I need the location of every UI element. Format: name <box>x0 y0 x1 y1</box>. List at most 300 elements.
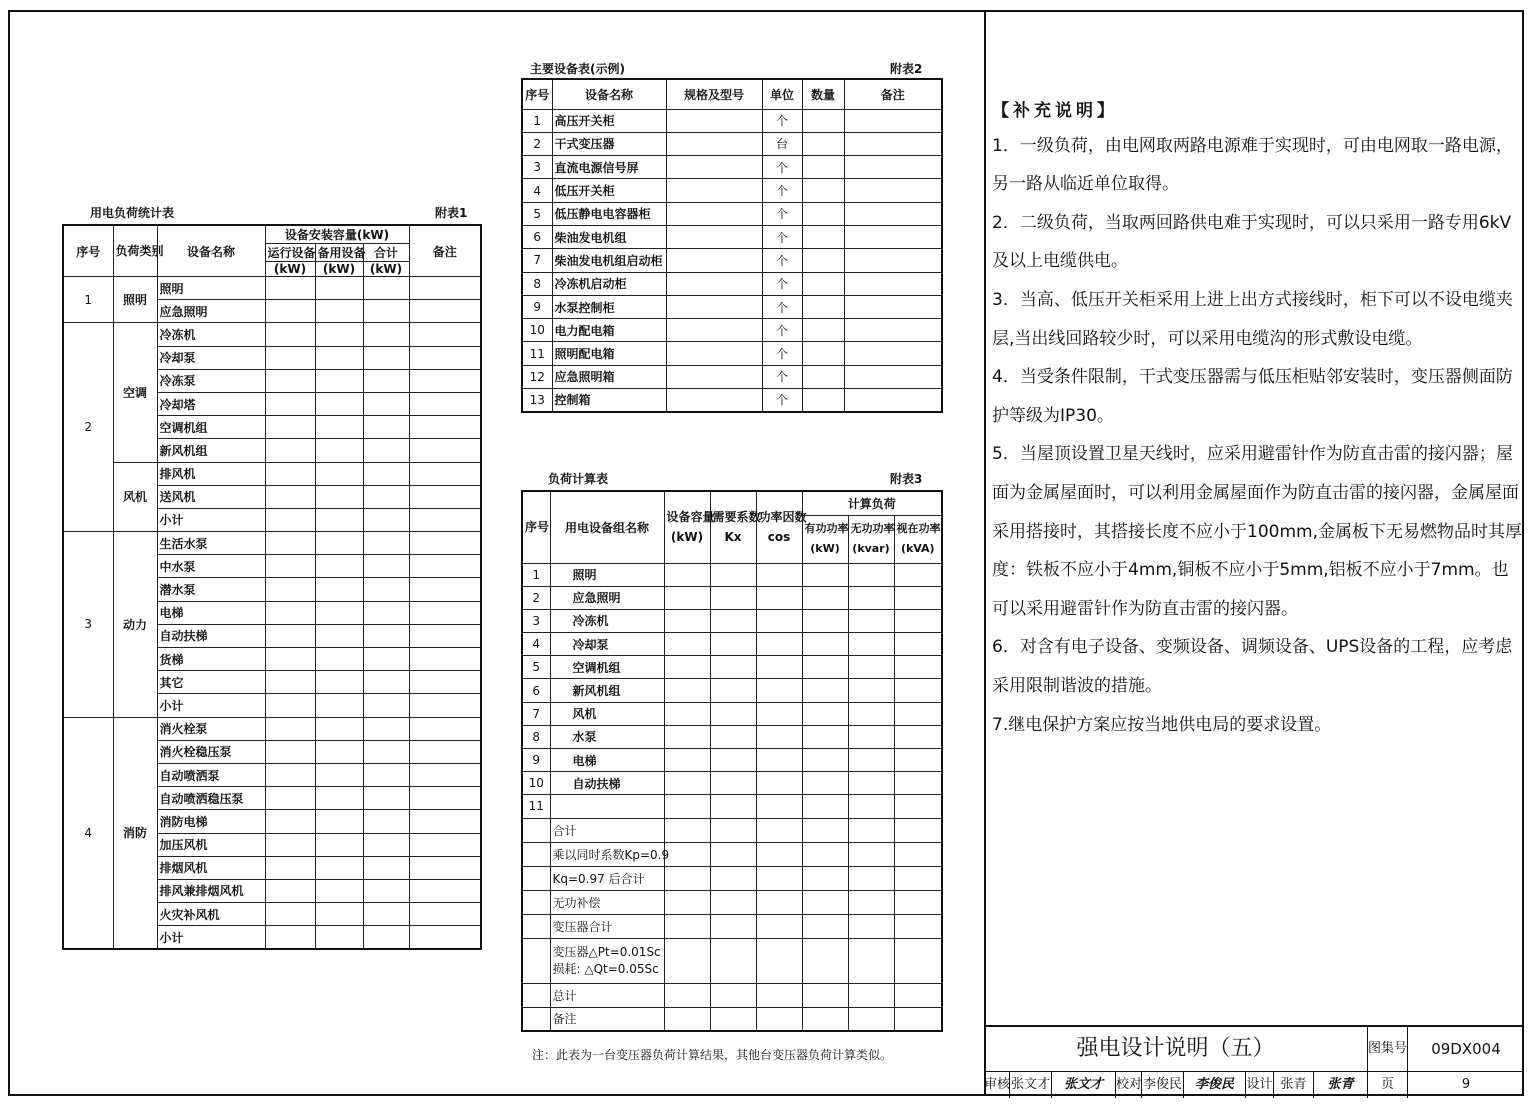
row-seq: 3 <box>522 156 552 179</box>
row-unit: 个 <box>762 319 802 342</box>
header-capacity: 设备容量 (kW) <box>664 491 710 563</box>
summary-label: 总计 <box>550 983 664 1007</box>
row-device: 冷冻泵 <box>157 369 265 392</box>
empty-cell <box>756 983 802 1007</box>
empty-cell <box>756 938 802 983</box>
page-number: 9 <box>1461 1077 1471 1092</box>
empty-cell <box>315 485 363 508</box>
row-device: 送风机 <box>157 485 265 508</box>
empty-cell <box>710 914 756 938</box>
main-equipment-table <box>521 78 943 413</box>
empty-cell <box>802 772 848 795</box>
empty-cell <box>802 365 844 388</box>
row-unit: 个 <box>762 249 802 272</box>
row-group: 新风机组 <box>550 679 664 702</box>
empty-cell <box>894 563 942 586</box>
empty-cell <box>894 1007 942 1031</box>
empty-cell <box>664 938 710 983</box>
empty-cell <box>315 926 363 949</box>
empty-cell <box>363 903 409 926</box>
row-device: 货梯 <box>157 648 265 671</box>
empty-cell <box>848 983 894 1007</box>
table-row <box>522 702 942 725</box>
empty-cell <box>756 772 802 795</box>
empty-cell <box>409 369 481 392</box>
empty-cell <box>409 648 481 671</box>
empty-cell <box>265 624 315 647</box>
empty-cell <box>710 656 756 679</box>
empty-cell <box>666 365 762 388</box>
empty-cell <box>710 586 756 609</box>
empty-cell <box>409 277 481 300</box>
summary-row <box>522 938 942 983</box>
row-seq: 1 <box>522 109 552 132</box>
empty-cell <box>265 648 315 671</box>
row-seq: 3 <box>63 532 113 718</box>
empty-cell <box>664 890 710 914</box>
summary-row <box>522 866 942 890</box>
row-seq: 11 <box>522 342 552 365</box>
header-p: 有功功率 (kW) <box>802 515 848 563</box>
row-device: 小计 <box>157 694 265 717</box>
empty-cell <box>409 833 481 856</box>
empty-cell <box>664 842 710 866</box>
empty-cell <box>802 702 848 725</box>
empty-cell <box>315 392 363 415</box>
supplementary-notes <box>992 92 1522 744</box>
divider-line <box>984 10 986 1096</box>
empty-cell <box>265 763 315 786</box>
design-label: 设计 <box>1246 1072 1274 1098</box>
table-row <box>522 795 942 818</box>
row-seq: 7 <box>522 249 552 272</box>
empty-cell <box>363 833 409 856</box>
empty-cell <box>409 879 481 902</box>
row-unit: 个 <box>762 225 802 248</box>
summary-label: 无功补偿 <box>550 890 664 914</box>
row-unit: 个 <box>762 156 802 179</box>
header-unit: (kW) <box>265 262 315 277</box>
row-seq: 11 <box>522 795 550 818</box>
empty-cell <box>894 938 942 983</box>
empty-cell <box>756 1007 802 1031</box>
empty-cell <box>848 772 894 795</box>
empty-cell <box>756 656 802 679</box>
header-kx: 需要系数 Kx <box>710 491 756 563</box>
empty-cell <box>363 416 409 439</box>
empty-cell <box>844 132 942 155</box>
empty-cell <box>315 694 363 717</box>
empty-cell <box>409 346 481 369</box>
empty-cell <box>522 1007 550 1031</box>
header-capacity: 设备安装容量(kW) <box>265 225 409 244</box>
empty-cell <box>363 694 409 717</box>
empty-cell <box>666 389 762 412</box>
empty-cell <box>409 485 481 508</box>
table-row <box>522 679 942 702</box>
empty-cell <box>664 586 710 609</box>
row-seq: 2 <box>522 586 550 609</box>
empty-cell <box>265 416 315 439</box>
empty-cell <box>409 532 481 555</box>
empty-cell <box>710 679 756 702</box>
empty-cell <box>363 277 409 300</box>
review-label: 审核 <box>984 1072 1010 1098</box>
empty-cell <box>409 439 481 462</box>
empty-cell <box>265 903 315 926</box>
empty-cell <box>265 833 315 856</box>
empty-cell <box>409 926 481 949</box>
row-device: 潜水泵 <box>157 578 265 601</box>
empty-cell <box>315 555 363 578</box>
empty-cell <box>315 508 363 531</box>
empty-cell <box>802 609 848 632</box>
empty-cell <box>710 633 756 656</box>
empty-cell <box>802 202 844 225</box>
empty-cell <box>848 749 894 772</box>
empty-cell <box>802 749 848 772</box>
row-category: 照明 <box>113 277 157 323</box>
row-group <box>550 795 664 818</box>
row-unit: 个 <box>762 295 802 318</box>
header-cell: 规格及型号 <box>666 79 762 109</box>
empty-cell <box>802 938 848 983</box>
table-row <box>63 277 481 300</box>
empty-cell <box>664 679 710 702</box>
header-remark: 备注 <box>409 225 481 277</box>
row-group: 自动扶梯 <box>550 772 664 795</box>
table-row <box>522 633 942 656</box>
table-row <box>522 342 942 365</box>
row-device: 控制箱 <box>552 389 666 412</box>
table-row <box>522 586 942 609</box>
row-device: 应急照明箱 <box>552 365 666 388</box>
empty-cell <box>363 485 409 508</box>
empty-cell <box>756 842 802 866</box>
summary-label: 乘以同时系数Kp=0.9 <box>550 842 664 866</box>
empty-cell <box>848 586 894 609</box>
header-seq: 序号 <box>63 225 113 277</box>
empty-cell <box>848 890 894 914</box>
empty-cell <box>844 202 942 225</box>
row-device: 中水泵 <box>157 555 265 578</box>
empty-cell <box>802 725 848 748</box>
empty-cell <box>710 866 756 890</box>
empty-cell <box>363 392 409 415</box>
table-row <box>63 532 481 555</box>
empty-cell <box>363 648 409 671</box>
row-group: 冷却泵 <box>550 633 664 656</box>
empty-cell <box>844 342 942 365</box>
row-device: 自动喷洒稳压泵 <box>157 787 265 810</box>
empty-cell <box>844 389 942 412</box>
empty-cell <box>756 702 802 725</box>
row-seq: 8 <box>522 725 550 748</box>
empty-cell <box>848 725 894 748</box>
empty-cell <box>802 109 844 132</box>
empty-cell <box>265 369 315 392</box>
row-device: 其它 <box>157 671 265 694</box>
empty-cell <box>664 983 710 1007</box>
empty-cell <box>848 679 894 702</box>
empty-cell <box>666 225 762 248</box>
empty-cell <box>265 787 315 810</box>
empty-cell <box>409 717 481 740</box>
empty-cell <box>848 1007 894 1031</box>
row-seq: 5 <box>522 656 550 679</box>
empty-cell <box>409 856 481 879</box>
header-cell: 序号 <box>522 79 552 109</box>
checker-name: 李俊民 <box>1142 1072 1184 1098</box>
empty-cell <box>265 300 315 323</box>
row-group: 应急照明 <box>550 586 664 609</box>
empty-cell <box>363 810 409 833</box>
empty-cell <box>844 319 942 342</box>
empty-cell <box>710 702 756 725</box>
row-seq: 1 <box>63 277 113 323</box>
empty-cell <box>363 369 409 392</box>
empty-cell <box>409 578 481 601</box>
empty-cell <box>844 179 942 202</box>
row-device: 冷冻机 <box>157 323 265 346</box>
empty-cell <box>265 555 315 578</box>
empty-cell <box>666 202 762 225</box>
drawing-title: 强电设计说明（五） <box>984 1027 1368 1071</box>
row-seq: 6 <box>522 225 552 248</box>
table-row <box>522 272 942 295</box>
empty-cell <box>894 866 942 890</box>
empty-cell <box>664 818 710 842</box>
note-item: 3．当高、低压开关柜采用上进上出方式接线时，柜下可以不设电缆夹层,当出线回路较少时，可以采用电缆沟的形式敷设电缆。 <box>992 289 1513 349</box>
row-device: 排风机 <box>157 462 265 485</box>
empty-cell <box>802 156 844 179</box>
empty-cell <box>894 914 942 938</box>
empty-cell <box>710 842 756 866</box>
empty-cell <box>363 926 409 949</box>
empty-cell <box>265 439 315 462</box>
table-row <box>522 225 942 248</box>
row-device: 小计 <box>157 926 265 949</box>
row-unit: 个 <box>762 365 802 388</box>
row-device: 冷却泵 <box>157 346 265 369</box>
empty-cell <box>666 342 762 365</box>
summary-row <box>522 842 942 866</box>
row-device: 水泵控制柜 <box>552 295 666 318</box>
table2-title: 主要设备表(示例) <box>530 62 625 76</box>
empty-cell <box>265 532 315 555</box>
empty-cell <box>265 694 315 717</box>
row-device: 直流电源信号屏 <box>552 156 666 179</box>
empty-cell <box>802 818 848 842</box>
empty-cell <box>894 633 942 656</box>
row-group: 水泵 <box>550 725 664 748</box>
row-group: 风机 <box>550 702 664 725</box>
empty-cell <box>802 679 848 702</box>
empty-cell <box>409 810 481 833</box>
empty-cell <box>315 601 363 624</box>
empty-cell <box>710 938 756 983</box>
empty-cell <box>844 272 942 295</box>
empty-cell <box>848 818 894 842</box>
empty-cell <box>848 842 894 866</box>
page-label: 页 <box>1368 1072 1408 1098</box>
row-category: 空调 <box>113 323 157 462</box>
summary-row <box>522 914 942 938</box>
empty-cell <box>710 725 756 748</box>
empty-cell <box>710 1007 756 1031</box>
empty-cell <box>802 225 844 248</box>
empty-cell <box>710 818 756 842</box>
empty-cell <box>265 392 315 415</box>
row-seq: 9 <box>522 749 550 772</box>
empty-cell <box>315 416 363 439</box>
empty-cell <box>265 277 315 300</box>
empty-cell <box>756 609 802 632</box>
header-pf: 功率因数 cos <box>756 491 802 563</box>
empty-cell <box>802 319 844 342</box>
row-device: 空调机组 <box>157 416 265 439</box>
empty-cell <box>315 578 363 601</box>
table3-tag: 附表3 <box>890 472 923 486</box>
empty-cell <box>664 749 710 772</box>
row-seq: 12 <box>522 365 552 388</box>
row-device: 自动扶梯 <box>157 624 265 647</box>
empty-cell <box>802 842 848 866</box>
empty-cell <box>894 842 942 866</box>
empty-cell <box>265 601 315 624</box>
empty-cell <box>848 563 894 586</box>
empty-cell <box>894 586 942 609</box>
empty-cell <box>363 346 409 369</box>
empty-cell <box>265 346 315 369</box>
empty-cell <box>315 439 363 462</box>
empty-cell <box>894 725 942 748</box>
empty-cell <box>265 740 315 763</box>
empty-cell <box>848 795 894 818</box>
empty-cell <box>756 563 802 586</box>
empty-cell <box>666 272 762 295</box>
empty-cell <box>409 416 481 439</box>
empty-cell <box>756 890 802 914</box>
row-device: 消火栓稳压泵 <box>157 740 265 763</box>
header-cell: 备注 <box>844 79 942 109</box>
empty-cell <box>363 462 409 485</box>
empty-cell <box>710 772 756 795</box>
header-device: 设备名称 <box>157 225 265 277</box>
empty-cell <box>848 938 894 983</box>
table2-tag: 附表2 <box>890 62 923 76</box>
row-device: 干式变压器 <box>552 132 666 155</box>
row-seq: 2 <box>522 132 552 155</box>
empty-cell <box>664 772 710 795</box>
empty-cell <box>363 717 409 740</box>
title-block <box>984 1025 1524 1098</box>
empty-cell <box>265 717 315 740</box>
empty-cell <box>844 249 942 272</box>
empty-cell <box>664 563 710 586</box>
row-seq: 8 <box>522 272 552 295</box>
row-device: 电梯 <box>157 601 265 624</box>
summary-label: 变压器合计 <box>550 914 664 938</box>
empty-cell <box>315 787 363 810</box>
empty-cell <box>265 810 315 833</box>
empty-cell <box>315 346 363 369</box>
row-device: 柴油发电机组 <box>552 225 666 248</box>
empty-cell <box>522 983 550 1007</box>
empty-cell <box>894 983 942 1007</box>
table-row <box>522 365 942 388</box>
empty-cell <box>409 624 481 647</box>
empty-cell <box>315 671 363 694</box>
empty-cell <box>409 671 481 694</box>
table3-footnote: 注：此表为一台变压器负荷计算结果，其他台变压器负荷计算类似。 <box>532 1048 893 1062</box>
empty-cell <box>756 749 802 772</box>
empty-cell <box>802 983 848 1007</box>
empty-cell <box>802 890 848 914</box>
empty-cell <box>894 609 942 632</box>
empty-cell <box>802 633 848 656</box>
empty-cell <box>756 633 802 656</box>
empty-cell <box>522 914 550 938</box>
empty-cell <box>664 866 710 890</box>
empty-cell <box>848 702 894 725</box>
row-device: 冷冻机启动柜 <box>552 272 666 295</box>
summary-row <box>522 818 942 842</box>
empty-cell <box>894 772 942 795</box>
row-unit: 个 <box>762 202 802 225</box>
table-row <box>522 156 942 179</box>
empty-cell <box>315 833 363 856</box>
empty-cell <box>265 578 315 601</box>
empty-cell <box>710 890 756 914</box>
table-row <box>522 295 942 318</box>
checker-signature: 李俊民 <box>1184 1072 1246 1098</box>
header-running: 运行设备 <box>265 244 315 262</box>
row-unit: 个 <box>762 109 802 132</box>
row-device: 电力配电箱 <box>552 319 666 342</box>
row-device: 照明 <box>157 277 265 300</box>
reviewer-name: 张文才 <box>1010 1072 1052 1098</box>
row-device: 高压开关柜 <box>552 109 666 132</box>
table1-title: 用电负荷统计表 <box>90 206 175 220</box>
row-seq: 4 <box>522 633 550 656</box>
empty-cell <box>265 485 315 508</box>
empty-cell <box>802 272 844 295</box>
empty-cell <box>363 601 409 624</box>
empty-cell <box>363 532 409 555</box>
empty-cell <box>666 132 762 155</box>
table-row <box>522 319 942 342</box>
table-row <box>522 772 942 795</box>
load-calculation-table <box>521 490 943 1032</box>
empty-cell <box>802 563 848 586</box>
row-device: 低压开关柜 <box>552 179 666 202</box>
header-q: 无功功率 (kvar) <box>848 515 894 563</box>
empty-cell <box>666 249 762 272</box>
row-seq: 4 <box>63 717 113 949</box>
empty-cell <box>315 648 363 671</box>
empty-cell <box>802 795 848 818</box>
empty-cell <box>363 763 409 786</box>
empty-cell <box>315 323 363 346</box>
row-device: 柴油发电机组启动柜 <box>552 249 666 272</box>
row-seq: 1 <box>522 563 550 586</box>
row-unit: 个 <box>762 272 802 295</box>
row-device: 火灾补风机 <box>157 903 265 926</box>
header-unit: (kW) <box>315 262 363 277</box>
note-item: 6．对含有电子设备、变频设备、调频设备、UPS设备的工程，应考虑采用限制谐波的措施。 <box>992 637 1513 696</box>
row-device: 自动喷洒泵 <box>157 763 265 786</box>
